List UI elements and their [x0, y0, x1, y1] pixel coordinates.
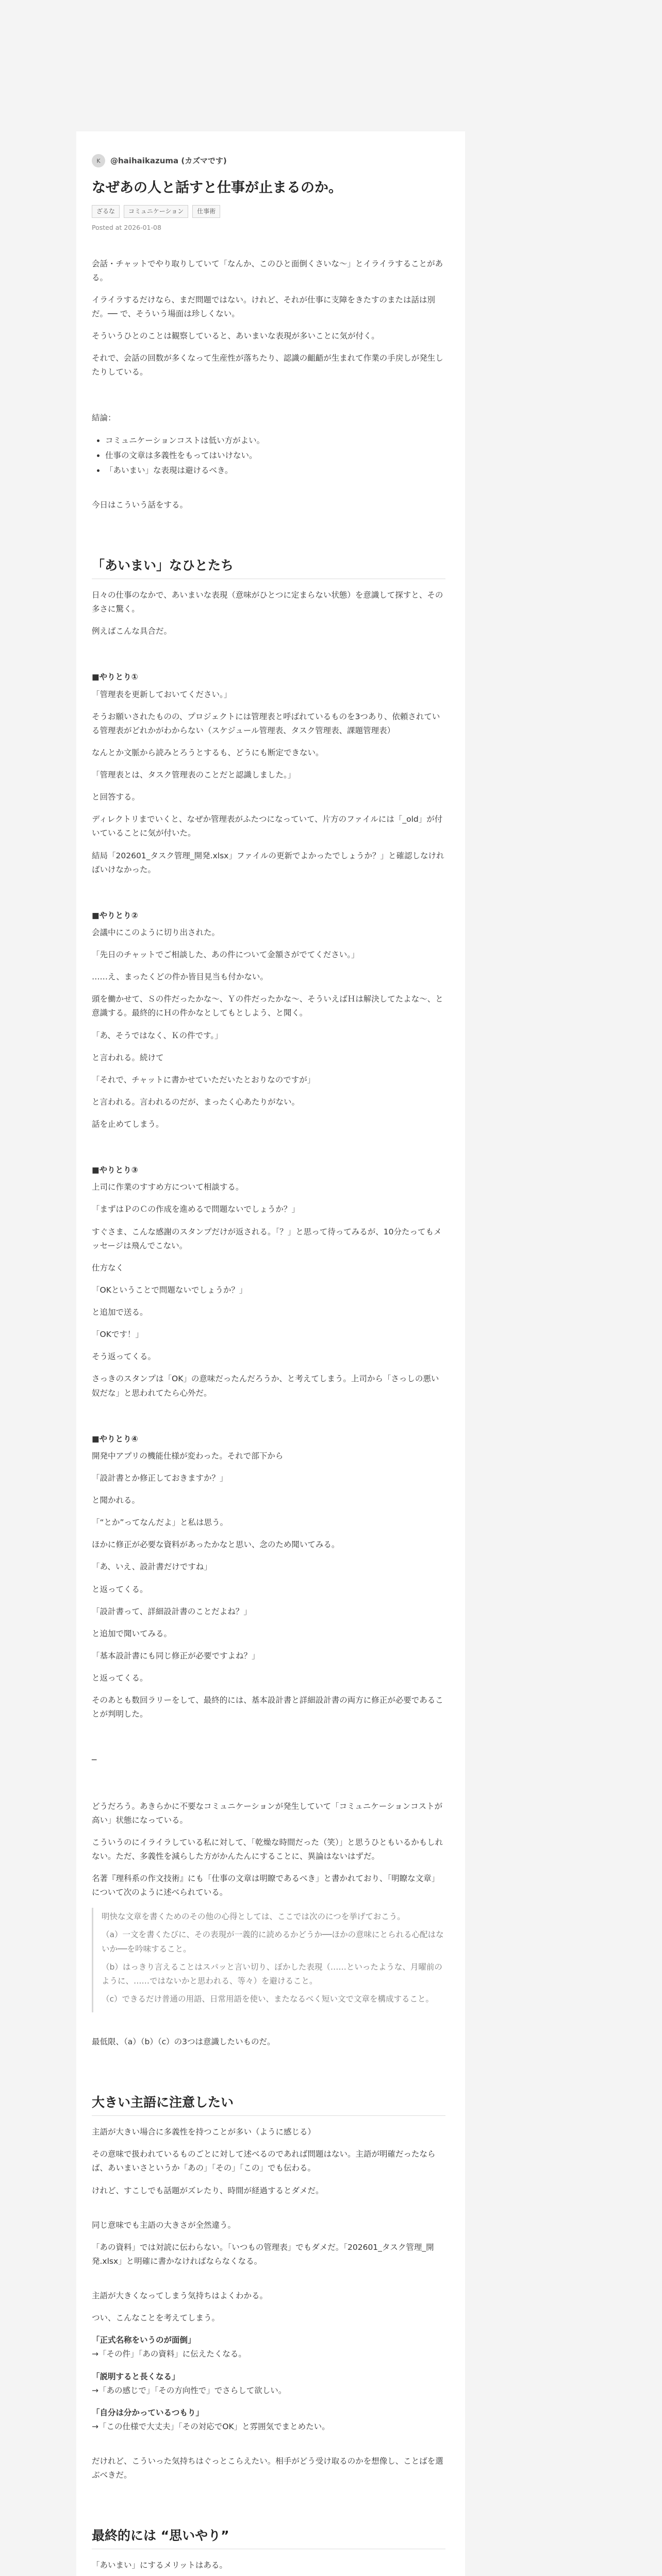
paragraph: 仕方なく: [92, 1263, 124, 1273]
reason-list: [92, 2333, 445, 2434]
reason-title: 「正式名称をいうのが面倒」: [92, 2335, 196, 2345]
paragraph: 開発中アプリの機能仕様が変わった。それで部下から: [92, 1451, 284, 1461]
paragraph: 「OKです！」: [92, 1330, 143, 1340]
tag-list: [92, 205, 445, 218]
quote-line: （a）一文を書くたびに、その表現が一義的に読めるかどうか──ほかの意味にとられる心配はないか──を吟味すること。: [102, 1930, 444, 1954]
dash-separator: ─: [92, 1755, 97, 1765]
reason-arrow: →「この仕様で大丈夫」「その対応でOK」と雰囲気でまとめたい。: [92, 2421, 330, 2431]
paragraph: 主語が大きい場合に多義性を持つことが多い（ように感じる）: [92, 2127, 316, 2137]
paragraph: と言われる。続けて: [92, 1053, 164, 1062]
paragraph: と追加で送る。: [92, 1308, 148, 1317]
post-date: Posted at 2026-01-08: [92, 223, 161, 231]
avatar[interactable]: K: [92, 154, 105, 167]
paragraph: ……え、まったくどの件か皆目見当も付かない。: [92, 972, 268, 982]
paragraph: 「先日のチャットでご相談した、あの件について金額さがでてください。」: [92, 950, 359, 960]
example-title: ■やりとり①: [92, 672, 138, 682]
paragraph: 「あ、いえ、設計書だけですね」: [92, 1562, 212, 1572]
paragraph: そうお願いされたものの、プロジェクトには管理表と呼ばれているものを3つあり、依頼されている管理表がどれかがわからない（スケジュール管理表、タスク管理表、課題管理表）: [92, 711, 440, 735]
conclusion-list: [92, 434, 445, 478]
section-heading-omoiyari: 最終的には “思いやり”: [92, 2527, 445, 2549]
conclusion-label: 結論：: [92, 413, 116, 423]
reason-title: 「自分は分かっているつもり」: [92, 2408, 204, 2417]
quote-line: （c）できるだけ普通の用語、日常用語を使い、またなるべく短い文で文章を構成すること。: [102, 1994, 434, 2004]
paragraph: 日々の仕事のなかで、あいまいな表現（意味がひとつに定まらない状態）を意識して探すと、その多さに驚く。: [92, 590, 443, 614]
author-name[interactable]: @haihaikazuma (カズマです): [110, 156, 227, 165]
intro-paragraph: 会話・チャットでやり取りしていて「なんか、このひと面倒くさいな〜」とイライラすることがある。: [92, 259, 443, 282]
paragraph: そう返ってくる。: [92, 1352, 156, 1362]
paragraph: 「“とか”ってなんだよ」と私は思う。: [92, 1518, 228, 1528]
paragraph: つい、こんなことを考えてしまう。: [92, 2313, 220, 2323]
paragraph: 頭を働かせて、Ｓの件だったかな〜、Ｙの件だったかな〜、そういえばＨは解決してたよな〜、と意識する。最終的にＨの件かなとしてもとしよう、と聞く。: [92, 994, 443, 1018]
intro-paragraph: それで、会話の回数が多くなって生産性が落ちたり、認識の齟齬が生まれて作業の手戻しが発生したりしている。: [92, 353, 443, 377]
today-text: 今日はこういう話をする。: [92, 500, 188, 510]
paragraph: 「それで、チャットに書かせていただいたとおりなのですが」: [92, 1075, 316, 1084]
tag[interactable]: 仕事術: [192, 205, 220, 218]
paragraph: と回答する。: [92, 792, 140, 802]
paragraph: どうだろう。あきらかに不要なコミュニケーションが発生していて「コミュニケーションコストが高い」状態になっている。: [92, 1801, 443, 1825]
paragraph: 「管理表を更新しておいてください。」: [92, 689, 232, 699]
paragraph: 「管理表とは、タスク管理表のことだと認識しました。」: [92, 770, 296, 780]
paragraph: と追加で聞いてみる。: [92, 1629, 172, 1638]
paragraph: と返ってくる。: [92, 1584, 148, 1594]
example-title: ■やりとり④: [92, 1434, 138, 1444]
paragraph: けれど、すこしでも話題がズレたり、時間が経過するとダメだ。: [92, 2185, 324, 2195]
reason-title: 「説明すると長くなる」: [92, 2371, 180, 2381]
article-content: [76, 131, 465, 2576]
article-card: [76, 131, 465, 2576]
book-quote: [92, 1908, 445, 2012]
reason-arrow: →「その件」「あの資料」に伝えたくなる。: [92, 2349, 246, 2359]
tag[interactable]: ざるな: [92, 205, 120, 218]
paragraph: その意味で扱われているものごとに対して述べるのであれば問題はない。主語が明確だったならば、あいまいさというか「あの」「その」「この」でも伝わる。: [92, 2149, 436, 2173]
paragraph: 「あの資料」では対読に伝わらない。「いつもの管理表」でもダメだ。「202601_タスク管理_開発.xlsx」と明確に書かなければならなくなる。: [92, 2242, 434, 2266]
paragraph: 会議中にこのように切り出された。: [92, 927, 220, 937]
section-heading-subject: 大きい主語に注意したい: [92, 2093, 445, 2116]
paragraph: と聞かれる。: [92, 1496, 140, 1505]
tag[interactable]: コミュニケーション: [124, 205, 188, 218]
paragraph: と返ってくる。: [92, 1673, 148, 1683]
paragraph: 結局「202601_タスク管理_開発.xlsx」ファイルの更新でよかったでしょうか？」と確認しなければいけなかった。: [92, 851, 444, 874]
paragraph: 「あいまい」にするメリットはある。: [92, 2561, 227, 2570]
author-row: [92, 154, 445, 167]
paragraph: ほかに修正が必要な資料があったかなと思い、念のため聞いてみる。: [92, 1540, 340, 1550]
list-item: • 「あいまい」な表現は避けるべき。: [105, 464, 445, 478]
article-title: なぜあの人と話すと仕事が止まるのか。: [92, 180, 342, 196]
intro-paragraph: イライラするだけなら、まだ問題ではない。けれど、それが仕事に支障をきたすのまたは話は別だ。── で、そういう場面は珍しくない。: [92, 295, 436, 318]
paragraph: 「設計書とか修正しておきますか？」: [92, 1473, 228, 1483]
intro-paragraph: そういうひとのことは観察していると、あいまいな表現が多いことに気が付く。: [92, 331, 379, 341]
paragraph: 「基本設計書にも同じ修正が必要ですよね？」: [92, 1651, 260, 1660]
paragraph: 同じ意味でも主語の大きさが全然違う。: [92, 2220, 236, 2230]
reason-arrow: →「あの感じで」「その方向性で」でさらして欲しい。: [92, 2385, 287, 2395]
paragraph: 主語が大きくなってしまう気持ちはよくわかる。: [92, 2291, 268, 2301]
paragraph: 例えばこんな具合だ。: [92, 626, 172, 636]
paragraph: さっきのスタンプは「OK」の意味だったんだろうか、と考えてしまう。上司から「さっしの悪い奴だな」と思われてたら心外だ。: [92, 1374, 439, 1398]
quote-line: 明快な文章を書くためのその他の心得としては、ここでは次のにつを挙げておこう。: [102, 1912, 405, 1922]
paragraph: すぐさま、こんな感謝のスタンプだけが返される。「？」と思って待ってみるが、10分たってもメッセージは飛んでこない。: [92, 1227, 442, 1250]
paragraph: 「まずはＰのＣの作成を進めるで問題ないでしょうか？」: [92, 1205, 300, 1214]
section-heading-aimai: 「あいまい」なひとたち: [92, 556, 445, 579]
paragraph: こういうのにイライラしている私に対して、「乾燥な時間だった（笑）」と思うひともいるかもしれない。ただ、多義性を減らした方がかんたんにすることに、異論はないはずだ。: [92, 1837, 443, 1861]
example-title: ■やりとり③: [92, 1165, 138, 1175]
example-title: ■やりとり②: [92, 910, 138, 920]
paragraph: 「OKということで問題ないでしょうか？」: [92, 1285, 247, 1295]
paragraph: なんとか文脈から読みとろうとするも、どうにも断定できない。: [92, 748, 324, 757]
paragraph: 上司に作業のすすめ方について相談する。: [92, 1182, 244, 1192]
list-item: • 仕事の文章は多義性をもってはいけない。: [105, 449, 445, 463]
paragraph: 話を止めてしまう。: [92, 1120, 164, 1129]
paragraph: そのあとも数回ラリーをして、最終的には、基本設計書と詳細設計書の両方に修正が必要であることが判明した。: [92, 1696, 443, 1719]
paragraph: 名著『理科系の作文技術』にも「仕事の文章は明瞭であるべき」と書かれており、「明瞭な文章」について次のように述べられている。: [92, 1874, 440, 1897]
quote-line: （b）はっきり言えることはスパッと言い切り、ぼかした表現（……といったような、月曜前のように、……ではないかと思われる、等々）を避けること。: [102, 1962, 442, 1986]
paragraph: と言われる。言われるのだが、まったく心あたりがない。: [92, 1097, 300, 1107]
paragraph: ディレクトリまでいくと、なぜか管理表がふたつになっていて、片方のファイルには「_old」が付いていることに気が付いた。: [92, 815, 443, 838]
paragraph: 最低限、（a）（b）（c）の3つは意識したいものだ。: [92, 2037, 275, 2047]
paragraph: だけれど、こういった気持ちはぐっとこらえたい。相手がどう受け取るのかを想像し、ことばを選ぶべきだ。: [92, 2456, 443, 2480]
list-item: • コミュニケーションコストは低い方がよい。: [105, 434, 445, 448]
paragraph: 「あ、そうではなく、Ｋの件です。」: [92, 1030, 223, 1040]
paragraph: 「設計書って、詳細設計書のことだよね？」: [92, 1606, 252, 1616]
